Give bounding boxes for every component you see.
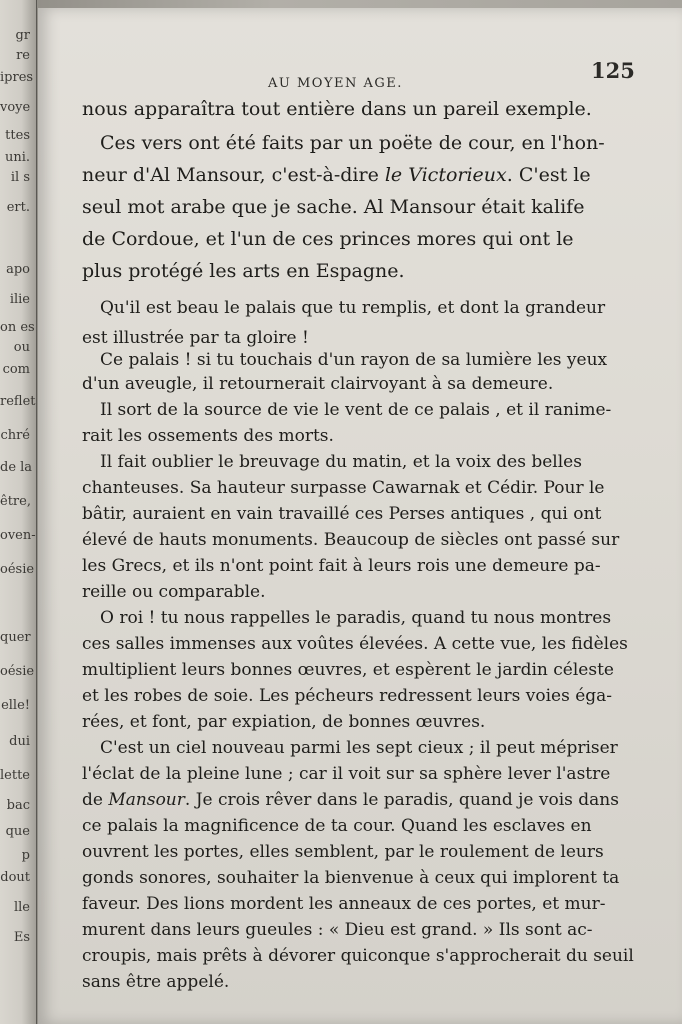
- left-page-fragment: il s: [10, 170, 30, 185]
- text-line: Il sort de la source de vie le vent de ce palais , et il ranime-: [100, 400, 612, 420]
- left-page-fragment: ert.: [6, 200, 30, 215]
- left-page-fragment: lle: [13, 900, 30, 915]
- text-line: de Cordoue, et l'un de ces princes mores qui ont le: [82, 228, 574, 250]
- left-page-fragment: quer: [0, 630, 31, 645]
- left-page-fragment: être,: [0, 494, 31, 509]
- text-line: O roi ! tu nous rappelles le paradis, quand tu nous montres: [100, 608, 612, 628]
- text-line: croupis, mais prêts à dévorer quiconque s'approcherait du seuil: [82, 946, 634, 966]
- left-page-fragment: elle!: [1, 698, 30, 713]
- page-number: 125: [591, 58, 635, 83]
- text-line: d'un aveugle, il retournerait clairvoyant à sa demeure.: [82, 374, 554, 394]
- left-page-fragment: on es: [0, 320, 35, 335]
- left-page-fragment: que: [5, 824, 30, 839]
- text-line: élevé de hauts monuments. Beaucoup de siècles ont passé sur: [82, 530, 620, 550]
- text-line: murent dans leurs gueules : « Dieu est grand. » Ils sont ac-: [82, 920, 593, 940]
- running-header: AU MOYEN AGE.: [268, 76, 403, 91]
- left-page-fragment: re: [16, 48, 30, 63]
- text-line: Il fait oublier le breuvage du matin, et la voix des belles: [100, 452, 582, 472]
- left-page-fragment: com: [2, 362, 30, 377]
- left-page-fragment: gr: [15, 28, 30, 43]
- text-line: plus protégé les arts en Espagne.: [82, 260, 405, 282]
- text-line: Ces vers ont été faits par un poëte de cour, en l'hon-: [100, 132, 605, 154]
- left-page-fragment: oven-: [0, 528, 36, 543]
- text-line: rées, et font, par expiation, de bonnes œuvres.: [82, 712, 486, 732]
- text-line: rait les ossements des morts.: [82, 426, 334, 446]
- left-page-fragment: apo: [6, 262, 30, 277]
- text-line: faveur. Des lions mordent les anneaux de ces portes, et mur-: [82, 894, 606, 914]
- text-line: neur d'Al Mansour, c'est-à-dire le Victorieux. C'est le: [82, 164, 591, 186]
- text-line: Ce palais ! si tu touchais d'un rayon de sa lumière les yeux: [100, 350, 608, 370]
- left-page-edge: [0, 0, 37, 1024]
- left-page-fragment: bac: [6, 798, 30, 813]
- text-line: multiplient leurs bonnes œuvres, et espèrent le jardin céleste: [82, 660, 614, 680]
- left-page-fragment: oésie: [0, 562, 35, 577]
- text-line: est illustrée par ta gloire !: [82, 328, 309, 348]
- text-line: ces salles immenses aux voûtes élevées. A cette vue, les fidèles: [82, 634, 628, 654]
- left-page-fragment: dui: [9, 734, 30, 749]
- left-page-fragment: reflet: [0, 394, 36, 409]
- left-page-fragment: Es: [13, 930, 30, 945]
- text-line: C'est un ciel nouveau parmi les sept cieux ; il peut mépriser: [100, 738, 618, 758]
- text-line: ce palais la magnificence de ta cour. Quand les esclaves en: [82, 816, 592, 836]
- text-line: seul mot arabe que je sache. Al Mansour était kalife: [82, 196, 585, 218]
- text-line: de Mansour. Je crois rêver dans le paradis, quand je vois dans: [82, 790, 619, 810]
- left-page-fragment: dout: [0, 870, 30, 885]
- left-page-fragment: ou: [13, 340, 30, 355]
- text-line: et les robes de soie. Les pécheurs redressent leurs voies éga-: [82, 686, 613, 706]
- text-line: gonds sonores, souhaiter la bienvenue à ceux qui implorent ta: [82, 868, 620, 888]
- left-page-fragment: chré: [0, 428, 30, 443]
- left-page-fragment: voye: [0, 100, 31, 115]
- text-line: reille ou comparable.: [82, 582, 266, 602]
- left-page-fragment: ttes: [5, 128, 30, 143]
- left-page-fragment: p: [21, 848, 30, 863]
- left-page-fragment: ipres: [0, 70, 34, 85]
- left-page-fragment: uni.: [4, 150, 30, 165]
- text-line: ouvrent les portes, elles semblent, par le roulement de leurs: [82, 842, 604, 862]
- text-line: chanteuses. Sa hauteur surpasse Cawarnak et Cédir. Pour le: [82, 478, 605, 498]
- text-line: nous apparaîtra tout entière dans un pareil exemple.: [82, 98, 592, 120]
- left-page-fragment: ilie: [9, 292, 30, 307]
- left-page-fragment: oésie: [0, 664, 35, 679]
- left-page-fragment: lette: [0, 768, 30, 783]
- text-line: Qu'il est beau le palais que tu remplis, et dont la grandeur: [100, 298, 606, 318]
- text-line: sans être appelé.: [82, 972, 230, 992]
- left-page-fragment: de la: [0, 460, 33, 475]
- text-line: l'éclat de la pleine lune ; car il voit sur sa sphère lever l'astre: [82, 764, 611, 784]
- text-line: les Grecs, et ils n'ont point fait à leurs rois une demeure pa-: [82, 556, 601, 576]
- book-page: [38, 8, 682, 1024]
- text-line: bâtir, auraient en vain travaillé ces Perses antiques , qui ont: [82, 504, 602, 524]
